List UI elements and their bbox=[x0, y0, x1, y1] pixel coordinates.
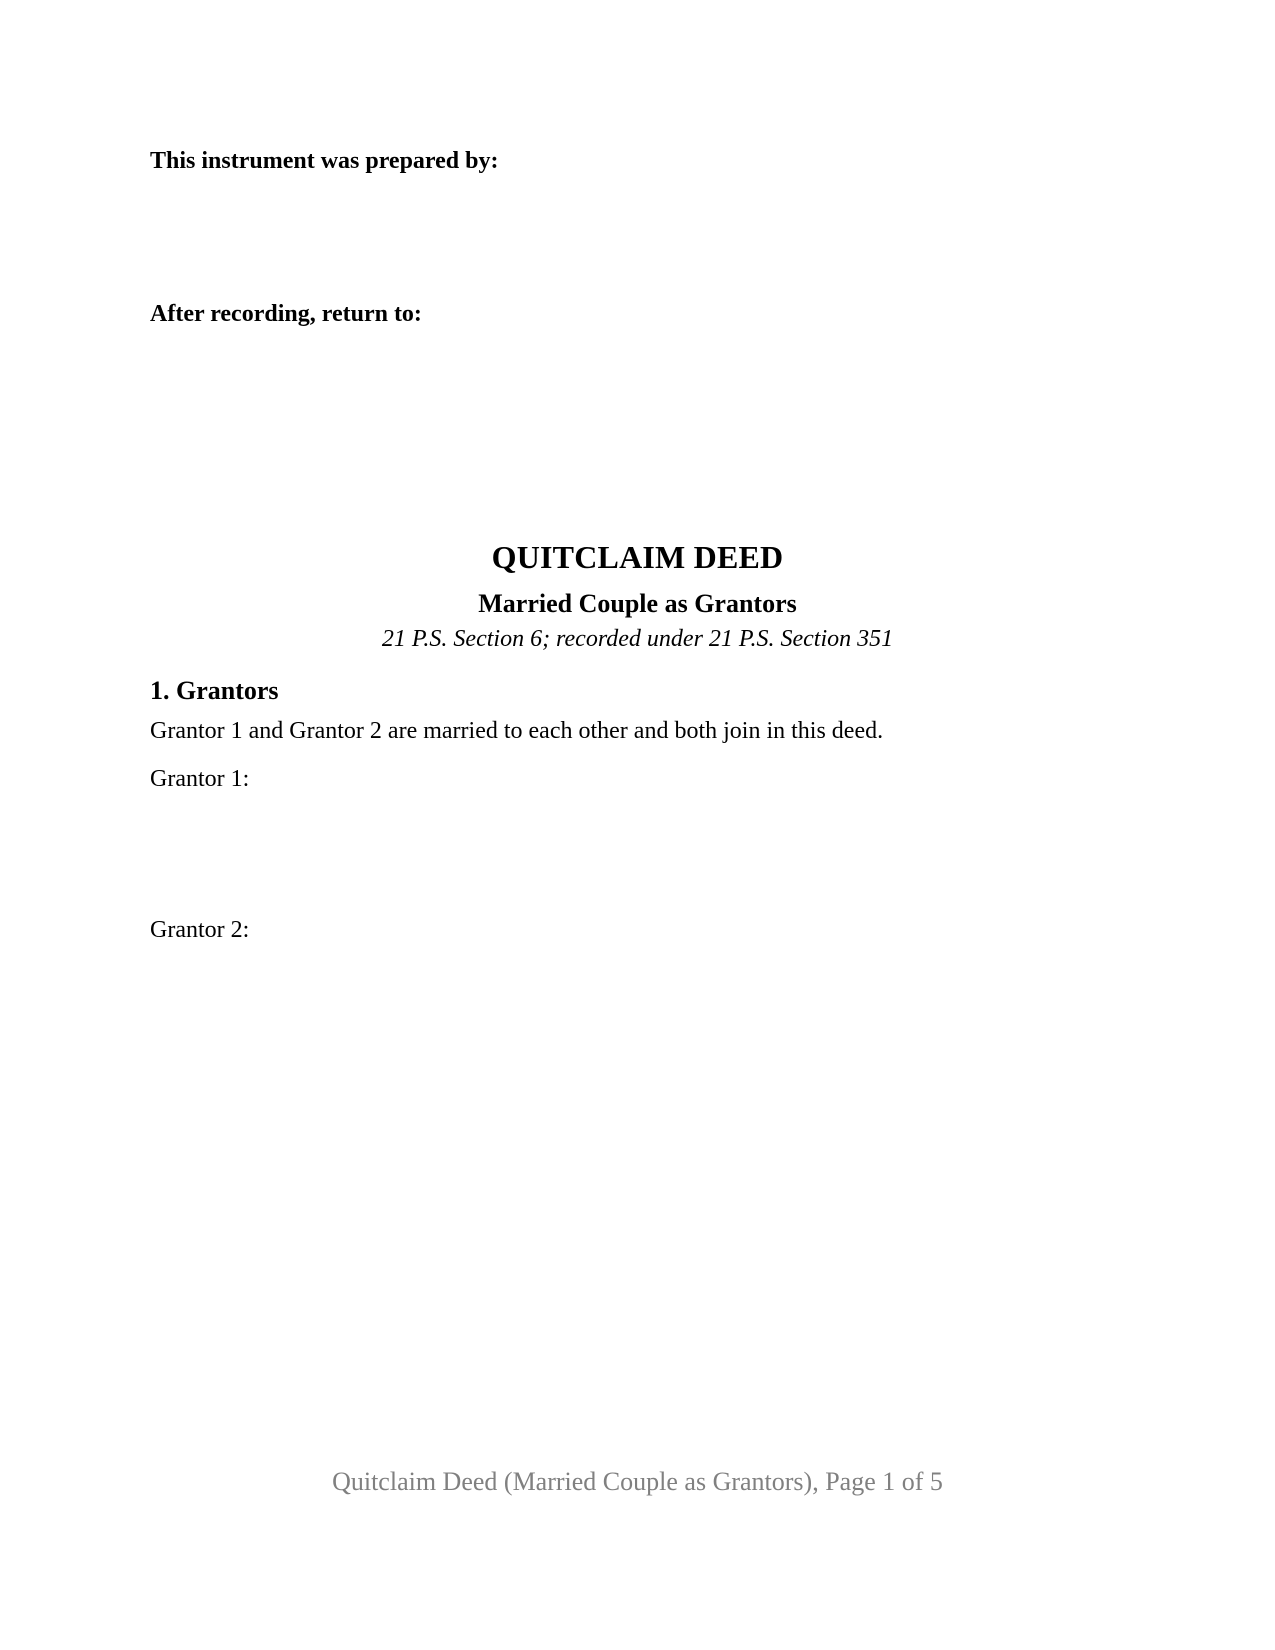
section-heading-grantors: 1. Grantors bbox=[150, 676, 279, 705]
prepared-by-label: This instrument was prepared by: bbox=[150, 148, 499, 174]
document-title: QUITCLAIM DEED bbox=[491, 539, 784, 575]
document-subtitle: Married Couple as Grantors bbox=[478, 589, 797, 618]
return-to-label: After recording, return to: bbox=[150, 301, 422, 327]
grantors-paragraph: Grantor 1 and Grantor 2 are married to each other and both join in this deed. bbox=[150, 718, 884, 744]
statute-citation: 21 P.S. Section 6; recorded under 21 P.S. Section 351 bbox=[381, 626, 894, 652]
page-footer: Quitclaim Deed (Married Couple as Grantors), Page 1 of 5 bbox=[332, 1467, 943, 1496]
grantor-2-label: Grantor 2: bbox=[150, 917, 250, 943]
grantor-1-label: Grantor 1: bbox=[150, 766, 250, 792]
